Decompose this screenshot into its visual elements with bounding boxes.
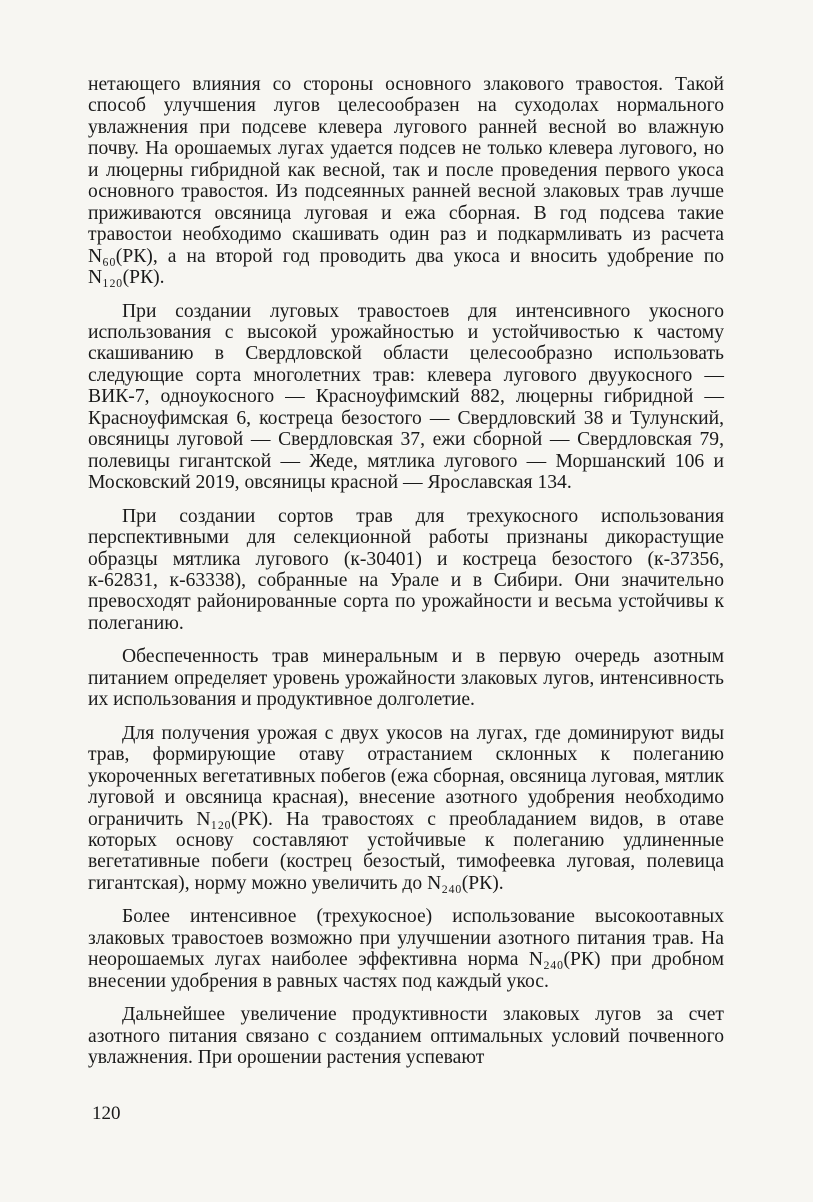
paragraph-1: нетающего влияния со стороны основного злакового травостоя. Такой способ улучшения лугов целесообразен на суходолах нормального увлажнения при подсеве клевера лугового ранней весной во влажную почву. На орошаемых лугах удается подсев не только клевера лугового, но и люцерны гибридной как весной, так и после проведения первого укоса основного травостоя. Из подсеянных ранней весной злаковых трав лучше приживаются овсяница луговая и ежа сборная. В год подсева такие травостои необходимо скашивать один раз и подкармливать из расчета N₆₀(РК), а на второй год проводить два укоса и вносить удобрение по N₁₂₀(РК). [88,74,724,289]
paragraph-6: Более интенсивное (трехукосное) использование высокоотавных злаковых травостоев возможно при улучшении азотного питания трав. На неорошаемых лугах наиболее эффективна норма N₂₄₀(РК) при дробном внесении удобрения в равных частях под каждый укос. [88,906,724,992]
paragraph-5: Для получения урожая с двух укосов на лугах, где доминируют виды трав, формирующие отаву отрастанием склонных к полеганию укороченных вегетативных побегов (ежа сборная, овсяница луговая, мятлик луговой и овсяница красная), внесение азотного удобрения необходимо ограничить N₁₂₀(РК). На травостоях с преобладанием видов, в отаве которых основу составляют устойчивые к полеганию удлиненные вегетативные побеги (кострец безостый, тимофеевка луговая, полевица гигантская), норму можно увеличить до N₂₄₀(РК). [88,722,724,894]
paragraph-2: При создании луговых травостоев для интенсивного укосного использования с высокой урожайностью и устойчивостью к частому скашиванию в Свердловской области целесообразно использовать следующие сорта многолетних трав: клевера лугового двуукосного — ВИК-7, одноукосного — Красноуфимский 882, люцерны гибридной — Красноуфимская 6, костреца безостого — Свердловский 38 и Тулунский, овсяницы луговой — Свердловская 37, ежи сборной — Свердловская 79, полевицы гигантской — Жеде, мятлика лугового — Моршанский 106 и Московский 2019, овсяницы красной — Ярославская 134. [88,300,724,494]
paragraph-7: Дальнейшее увеличение продуктивности злаковых лугов за счет азотного питания связано с созданием оптимальных условий почвенного увлажнения. При орошении растения успевают [88,1004,724,1069]
page-number: 120 [92,1103,121,1124]
page-body [88,74,724,1080]
paragraph-4: Обеспеченность трав минеральным и в первую очередь азотным питанием определяет уровень урожайности злаковых лугов, интенсивность их использования и продуктивное долголетие. [88,646,724,711]
paragraph-3: При создании сортов трав для трехукосного использования перспективными для селекционной работы признаны дикорастущие образцы мятлика лугового (к-30401) и костреца безостого (к-37356, к-62831, к-63338), собранные на Урале и в Сибири. Они значительно превосходят районированные сорта по урожайности и весьма устойчивы к полеганию. [88,505,724,634]
